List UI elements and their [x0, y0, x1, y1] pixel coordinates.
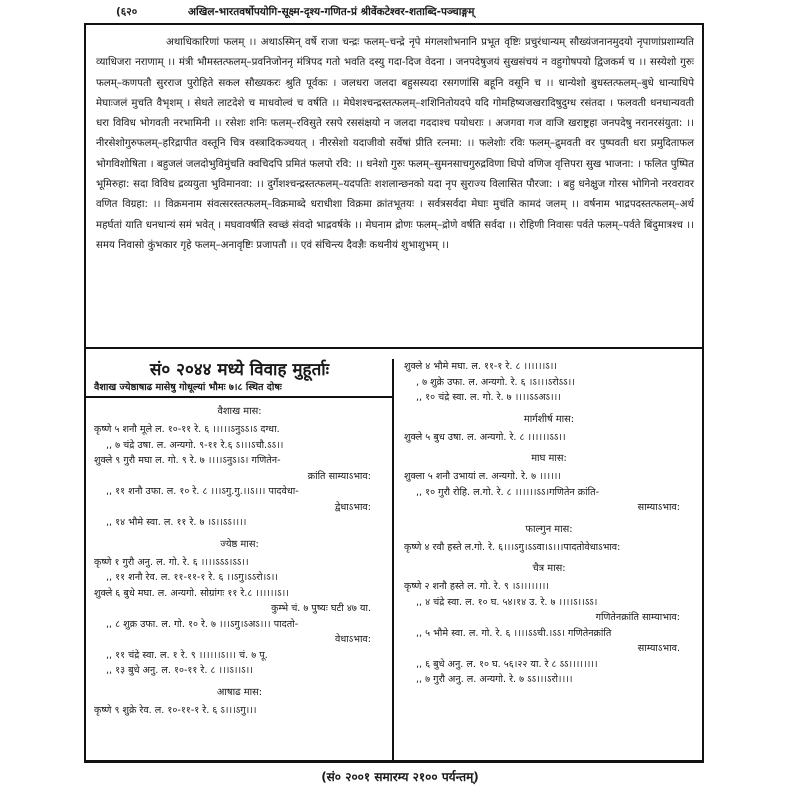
muhurta-entry: शुक्ले ५ बुध उषा. ल. अन्यगो. रे. ८ ।।।।।।ऽऽ।। [404, 431, 566, 443]
muhurta-entry: ,, ८ शुक्र उफा. ल. गो. १० रे. ७ ।।।ऽगु।ऽअऽ।।। पादतो- [106, 618, 299, 630]
muhurta-entry: ,, ६ बुधे अनु. ल. १० घ. ५६।२२ या. रे ८ ऽऽ।।।।।।।। [416, 658, 598, 670]
page-footer: (सं० २००१ समारम्य २१०० पर्यन्तम्) [321, 770, 479, 784]
muhurta-heading: सं० २०४४ मध्ये विवाह मुहूर्ताः [149, 360, 330, 380]
muhurta-entry: ,, ७ गुरौ अनु. ल. अन्यगो. रे. ७ ऽऽ।।।ऽरो।।।। [416, 674, 573, 685]
muhurta-entry: , ७ शुक्रे उफा. ल. अन्यगो. रे. ६ ।ऽ।।।ऽरोऽऽ।। [416, 376, 575, 388]
muhurta-left-column [86, 351, 393, 761]
right-muhurta-list [396, 359, 702, 688]
muhurta-entry: ,, ११ शनौ उफा. ल. १० रे. ८ ।।।ऽगु.गु.।।ऽ।।। पादवेधा- [106, 486, 299, 497]
page-number: (६२० [116, 6, 138, 18]
left-muhurta-list [86, 404, 393, 718]
page-header [116, 4, 716, 24]
month-heading: ज्येष्ठ मास: [220, 538, 259, 550]
muhurta-note: साम्याऽभाव: [637, 502, 680, 513]
muhurta-entry: कृष्णे ९ शुक्रे रेव. ल. १०-११-१ रे. ६ ऽ।।।ऽगु।।। [94, 704, 257, 716]
muhurta-note: साम्याऽभाव. [637, 643, 680, 654]
month-heading: माघ मास: [531, 453, 567, 464]
muhurta-note: द्वेधाऽभाव: [334, 501, 371, 513]
muhurta-note: गणितेनक्रांति साम्याभाव: [595, 612, 680, 623]
muhurta-entry: ,, १० गुरौ रोहि. ल.गो. रे. ८ ।।।।।।ऽऽ।गणितेन क्रांति- [416, 486, 600, 498]
muhurta-entry: शुक्ले ६ बुधे मघा. ल. अन्यगो. सोग्रांगः ११ रे.८ ।।।।।।ऽ।। [94, 587, 289, 599]
month-heading: वैशाख मास: [217, 406, 262, 417]
muhurta-entry: शुक्ले ९ गुरौ मघा ल. गो. ९ रे. ७ ।।।।ऽनुऽ।ऽ। गणितेन- [94, 455, 281, 466]
muhurta-entry: कृष्णे ५ शनौ मूले ल. १०-११ रे. ६ ।।।।।ऽनुऽऽ।ऽ दग्धा. [94, 424, 280, 435]
month-heading: चैत्र मास: [532, 563, 566, 574]
muhurta-entry: शुक्ला ५ शनौ उभायां ल. अन्यगो. रे. ७ ।।।।।। [404, 471, 561, 482]
muhurta-entry: ,, १० चंद्रे स्वा. ल. गो. रे. ७ ।।।।ऽऽअऽ।।। [416, 392, 561, 403]
muhurta-entry: ,, ५ भौमे स्वा. ल. गो. रे. ६ ।।।।ऽऽची.।ऽऽ। गणितेनक्रांति [416, 627, 612, 639]
muhurta-note: क्रांति साम्याऽभाव: [307, 470, 371, 482]
yearly-results-section [96, 33, 694, 256]
muhurta-entry: ,, १४ भौमे स्वा. ल. ११ रे. ७ ।ऽ।।ऽऽ।।।। [106, 517, 247, 528]
muhurta-entry: ,, ११ शनौ रेव. ल. ११-११-१ रे. ६ ।।ऽगु।ऽऽरो।ऽ।। [106, 572, 279, 583]
muhurta-entry: ,, ११ चंद्रे स्वा. ल. १ रे. ९ ।।।।।।ऽ।।। चं. ७ पू. [106, 649, 268, 661]
muhurta-right-column [396, 351, 702, 761]
yearly-results-text: अथाधिकारिणां फलम् ।। अथाऽस्मिन् वर्षे राजा चन्द्रः फलम्–चन्द्रे नृपे मंगलशोभनानि प्रभूत वृष्टिः प्रचुरंधान्यम् सौख्यंजनानमुदयो नृपाणांप्रशाम्यति व्याधिजरा नराणाम् ।। मंत्री भौमस्तत्फलम्–प्रवनिजोननृ मंत्रिपद गतो भवति दस्यु गदा-दिज वेदना । जनपदेषुजयं सुखसंचयं न वहुगोषपयो द्विजकर्म च ।। सस्येशो गुरुः फलम्–कणपतौ सुरराज पुरोहिते सकल सौख्यकरः श्रुति पूर्वकः । जलधरा जलदा बहुसस्यदा रसगणांसि बहूनि वसूनि च ।। धान्येशो बुधस्तत्फलम्–बुधे धान्याधिपे मेघाःजलं मुचति वैभृशम् । सेधते लाटदेशे च माधवोल्वं च वर्षति ।। मेघेशश्चन्द्रस्तत्फलम्–शशिनितोयदपे यदि गोमहिष्यजखरादिषुदुग्ध रसंतदा । फलवती धनधान्यवती धरा विविध भोगवती नरभामिनी ।। रसेशः शनिः फलम्–रविसुते रसपे रससंक्षयो न जलदा गददाश्च पयोधराः । अजगवा गज वाजि खराष्ट्रहा जनपदेषु नरानरसंयुता: ।। नीरसेशोगुरुफलम्–हरिद्रापीत वस्तूनि चित्र वस्त्रादिकञ्चयत् । नीरसेशो यदाजीवो सर्वेषां प्रीति रत्नमा: ।। फलेशोः रविः फलम्–द्रुमवती वर पुष्पवती धरा प्रमुदिताफल भोगविशोषिता । बहुजलं जलदोभुविमुंचति क्वचिदपि प्रमितं फलपो रवि: ।। धनेशो गुरुः फलम्–सुमनसाचगुरुद्रविणा धिपो वणिज वृत्तिपरा सुख भाजना: । फलित पुष्पित भूमिरुहा: सदा विविध द्रव्ययुता भुविमानवा: ।। दुर्गेशश्चन्द्रस्तत्फलम्–यदपतिः शशलान्छनको यदा नृप सुराज्य विलासित पौरजा: । बहु धनेक्षुज गोरस भोगिनो नरवरावर वणित विग्रहा: ।। विक्रमनाम संवत्सरस्तत्फलम्–विक्रमाब्दे धराधीशा विक्रमा क्रांतभूतयः । सर्वत्रसर्वदा मेघाः मुचंति कामदं जलम् ।। वर्षनाम भाद्रपदस्तत्फलम्–अर्थ महर्घतां याति धनधान्यं समं भवेत् । मघवावर्षति स्वच्छं संवदो भाद्रवर्षके ।। मेघनाम द्रोणः फलम्–द्रोणे वर्षति सर्वदा ।। रोहिणी निवासः पर्वते फलम्–पर्वते बिंदुमात्रश्च ।। समय निवासो कुंभकार गृहे फलम्–अनावृष्टिः प्रजापतौ ।। एवं संचिन्त्य दैवज्ञैः कथनीयं शुभाशुभम् ।। [96, 37, 694, 251]
muhurta-entry: ,, ४ चंद्रे स्वा. ल. १० घ. ५४।१४ उ. रे. ७ ।।।।ऽ।।ऽऽ। [416, 596, 598, 608]
muhurta-note: वेधाऽभाव: [335, 634, 371, 645]
muhurta-entry: कृष्णे २ शनौ हस्ते ल. गो. रे. ९ ।ऽ।।।।।।।। [404, 581, 550, 592]
muhurta-entry: ,, १३ बुधे अनु. ल. १०-११ रे. ८ ।।।ऽ।।ऽ।। [106, 665, 253, 676]
muhurta-entry: शुक्ले ४ भौमे मघा. ल. ११-१ रे. ८ ।।।।।।ऽ।। [404, 361, 558, 372]
muhurta-entry: कृष्णे १ गुरौ अनु. ल. गो. रे. ६ ।।।।ऽऽऽ।ऽऽ।। [94, 556, 249, 568]
muhurta-entry: ,, ७ चंद्रे उषा. ल. अन्यगो. ९-११ रे.६ ऽ।।।ऽचौ.ऽऽ।। [106, 439, 284, 451]
section-divider [86, 347, 702, 349]
page-frame [84, 23, 704, 763]
muhurta-entry: कृष्णे ४ रवौ हस्ते ल.गो. रे. ६।।।ऽगु।ऽऽवा।ऽ।।।पादतोवेधाऽभाव: [404, 541, 621, 553]
month-heading: फाल्गुन मास: [525, 523, 573, 535]
muhurta-note: कुम्भे चं. ७ पुष्यः घटी ४७ या. [271, 603, 371, 614]
month-heading: मार्गशीर्ष मास: [523, 413, 575, 425]
running-title: अखिल-भारतवर्षोपयोगि-सूक्ष्म-दृश्य-गणित-प्रं श्रीवेंकटेश्वर-शताब्दि-पञ्चाङ्गम् [188, 6, 475, 18]
muhurta-subheading: वैशाख ज्येष्ठाषाढ मासेषु गोधूल्यां भौमः ७।८ स्थित दोषः [86, 380, 393, 398]
month-heading: आषाढ मास: [216, 686, 263, 698]
